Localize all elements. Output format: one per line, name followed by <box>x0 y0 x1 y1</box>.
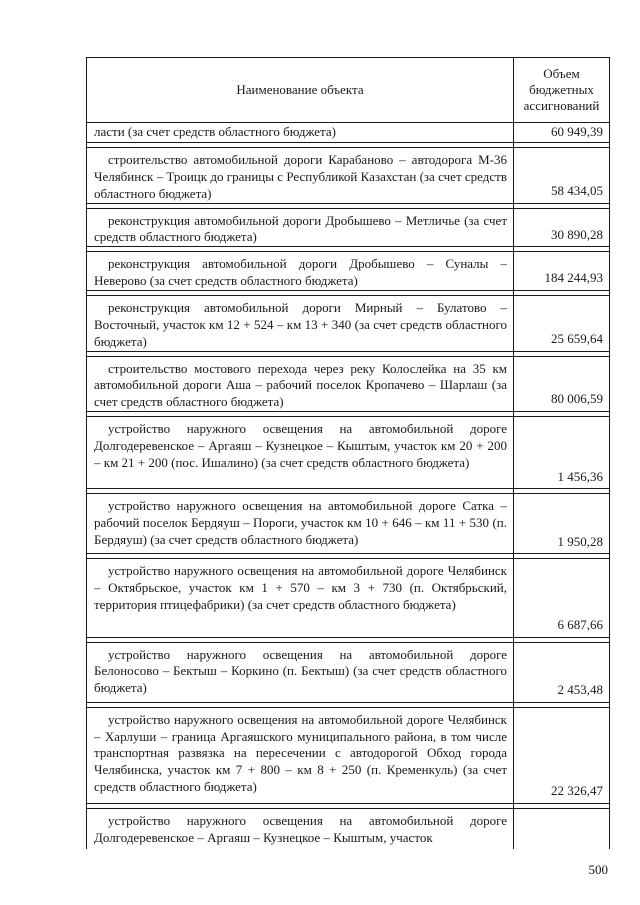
row-value: 2 453,48 <box>557 682 603 698</box>
row-value: 184 244,93 <box>544 270 603 286</box>
row-value: 30 890,28 <box>551 226 603 242</box>
row-value-cell <box>514 296 610 352</box>
row-name: устройство наружного освещения на автомобильной дороге Челябинск – Харлуши – граница Аргаяшского муниципального района, в том числе транспортная развязка на пересечении с автодорогой Обход города Челябинска, участок км 7 + 800 – км 8 + 250 (п. Кременкуль) (за счет средств областного бюджета) <box>94 711 507 795</box>
row-name: строительство автомобильной дороги Карабаново – автодорога М-36 Челябинск – Троицк до границы с Республикой Казахстан (за счет средств областного бюджета) <box>94 152 507 201</box>
table-row <box>87 252 610 291</box>
table-row <box>87 208 610 247</box>
row-name-cell <box>87 559 514 637</box>
row-value: 1 456,36 <box>557 468 603 484</box>
table-row <box>87 356 610 412</box>
row-name: устройство наружного освещения на автомобильной дороге Долгодеревенское – Аргаяш – Кузнецкое – Кыштым, участок км 20 + 200 – км 21 + 200 (пос. Ишалино) (за счет средств областного бюджета) <box>94 421 507 470</box>
row-value-cell <box>514 642 610 702</box>
row-name-cell <box>87 642 514 702</box>
row-name: устройство наружного освещения на автомобильной дороге Челябинск – Октябрьское, участок км 1 + 570 – км 3 + 730 (п. Октябрьский, территория птицефабрики) (за счет средств областного бюджета) <box>94 563 507 613</box>
row-value: 1 950,28 <box>557 533 603 549</box>
budget-table <box>86 57 610 849</box>
header-name: Наименование объекта <box>87 58 514 123</box>
table-row <box>87 707 610 803</box>
table-row <box>87 296 610 352</box>
row-name-cell <box>87 296 514 352</box>
row-value: 58 434,05 <box>551 182 603 198</box>
header-value-text: Объем бюджетных ассигнований <box>523 66 600 113</box>
row-value-cell <box>514 148 610 204</box>
row-value-cell <box>514 559 610 637</box>
row-name-cell <box>87 123 514 143</box>
table-row <box>87 494 610 554</box>
row-name: устройство наружного освещения на автомобильной дороге Сатка – рабочий поселок Бердяуш – Пороги, участок км 10 + 646 – км 11 + 530 (п. Бердяуш) (за счет средств областного бюджета) <box>94 498 507 547</box>
row-value-cell <box>514 208 610 247</box>
row-name-cell <box>87 494 514 554</box>
row-value: 22 326,47 <box>551 783 603 799</box>
row-name-cell <box>87 417 514 489</box>
row-name-cell <box>87 208 514 247</box>
row-name-cell <box>87 356 514 412</box>
row-value-cell <box>514 356 610 412</box>
row-value-cell <box>514 809 610 849</box>
table-row <box>87 559 610 637</box>
table-body <box>87 123 610 850</box>
row-value <box>514 846 609 849</box>
table-row <box>87 642 610 702</box>
row-value-cell <box>514 417 610 489</box>
row-name-cell <box>87 707 514 803</box>
row-name: устройство наружного освещения на автомобильной дороге Долгодеревенское – Аргаяш – Кузнецкое – Кыштым, участок <box>94 813 507 845</box>
row-value-cell <box>514 252 610 291</box>
row-value-cell <box>514 494 610 554</box>
table-row <box>87 148 610 204</box>
table-header <box>87 58 610 123</box>
row-name: устройство наружного освещения на автомобильной дороге Белоносово – Бектыш – Коркино (п. Бектыш) (за счет средств областного бюджета) <box>94 646 507 696</box>
row-name: строительство мостового перехода через реку Колослейка на 35 км автомобильной дороги Аша – рабочий поселок Кропачево – Шарлаш (за счет средств областного бюджета) <box>94 360 507 410</box>
table-row <box>87 809 610 849</box>
row-value-cell <box>514 707 610 803</box>
row-name: ласти (за счет средств областного бюджета) <box>94 124 336 139</box>
row-name-cell <box>87 148 514 204</box>
table-row <box>87 123 610 143</box>
row-name: реконструкция автомобильной дороги Дробышево – Суналы – Неверово (за счет средств областного бюджета) <box>94 256 507 289</box>
row-name: реконструкция автомобильной дороги Мирный – Булатово – Восточный, участок км 12 + 524 – км 13 + 340 (за счет средств областного бюджета) <box>94 300 507 349</box>
row-value: 80 006,59 <box>551 391 603 407</box>
row-name-cell <box>87 809 514 849</box>
row-name-cell <box>87 252 514 291</box>
row-value-cell <box>514 123 610 143</box>
row-value: 6 687,66 <box>557 616 603 632</box>
page-number: 500 <box>588 862 608 877</box>
row-name: реконструкция автомобильной дороги Дробышево – Метличье (за счет средств областного бюджета) <box>94 212 507 245</box>
row-value: 25 659,64 <box>551 330 603 346</box>
header-value <box>514 58 610 123</box>
table-row <box>87 417 610 489</box>
row-value: 60 949,39 <box>551 124 603 139</box>
